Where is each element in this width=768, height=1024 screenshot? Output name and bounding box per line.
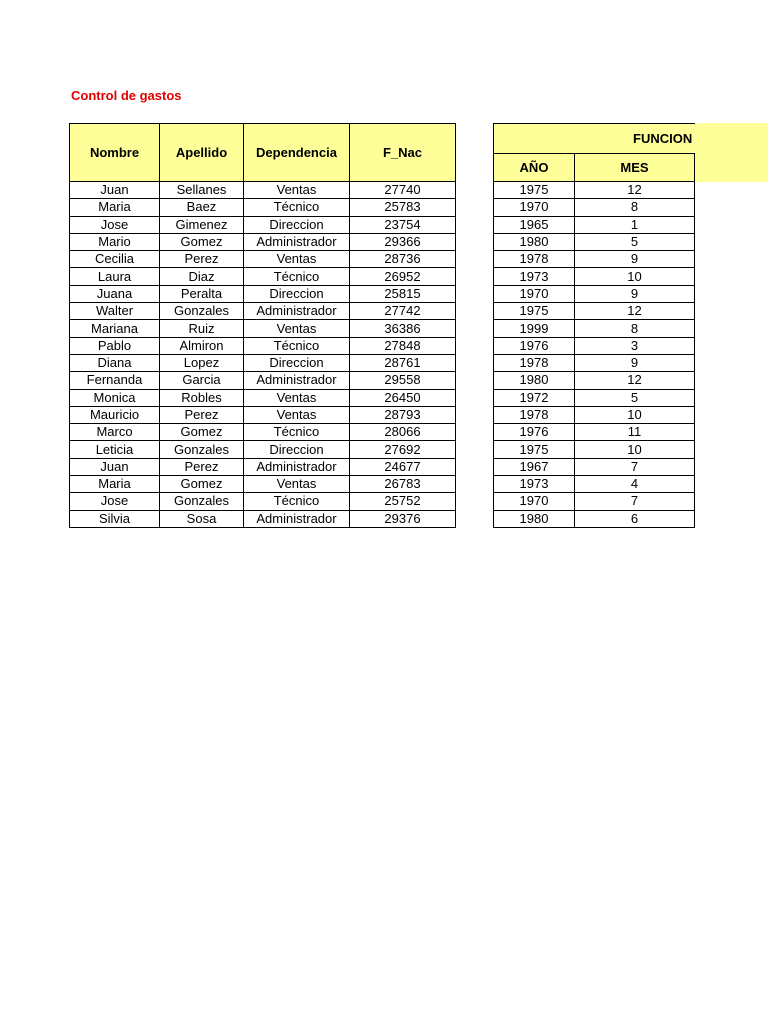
cell-nombre[interactable]: Walter xyxy=(70,303,160,320)
cell-f-nac[interactable]: 23754 xyxy=(350,216,456,233)
table-row xyxy=(494,216,695,233)
cell-dependencia[interactable]: Direccion xyxy=(244,441,350,458)
cell-dependencia[interactable]: Administrador xyxy=(244,233,350,250)
cell-f-nac[interactable]: 29376 xyxy=(350,510,456,527)
cell-nombre[interactable]: Mauricio xyxy=(70,406,160,423)
cell-mes[interactable]: 9 xyxy=(575,354,695,371)
table-row xyxy=(70,354,456,371)
cell-ano[interactable]: 1976 xyxy=(494,337,575,354)
funcion-header-overflow xyxy=(694,123,768,182)
cell-nombre[interactable]: Marco xyxy=(70,424,160,441)
cell-nombre[interactable]: Leticia xyxy=(70,441,160,458)
cell-ano[interactable]: 1970 xyxy=(494,199,575,216)
employee-table-body xyxy=(70,182,456,528)
cell-apellido[interactable]: Lopez xyxy=(160,354,244,371)
table-row xyxy=(70,251,456,268)
cell-mes[interactable]: 5 xyxy=(575,389,695,406)
cell-ano[interactable]: 1975 xyxy=(494,303,575,320)
cell-nombre[interactable]: Juan xyxy=(70,458,160,475)
cell-dependencia[interactable]: Ventas xyxy=(244,406,350,423)
cell-ano[interactable]: 1967 xyxy=(494,458,575,475)
header-nombre[interactable]: Nombre xyxy=(70,124,160,182)
table-row xyxy=(70,320,456,337)
table-row xyxy=(494,337,695,354)
cell-nombre[interactable]: Maria xyxy=(70,199,160,216)
table-row xyxy=(494,251,695,268)
cell-ano[interactable]: 1980 xyxy=(494,510,575,527)
funcion-table-body xyxy=(494,182,695,528)
table-row xyxy=(494,493,695,510)
employee-table xyxy=(69,123,456,528)
cell-nombre[interactable]: Juan xyxy=(70,182,160,199)
table-row xyxy=(494,354,695,371)
cell-nombre[interactable]: Pablo xyxy=(70,337,160,354)
table-row xyxy=(494,199,695,216)
table-row xyxy=(494,303,695,320)
cell-dependencia[interactable]: Administrador xyxy=(244,372,350,389)
cell-f-nac[interactable]: 26783 xyxy=(350,476,456,493)
cell-dependencia[interactable]: Ventas xyxy=(244,476,350,493)
table-row xyxy=(494,458,695,475)
cell-ano[interactable]: 1978 xyxy=(494,354,575,371)
cell-dependencia[interactable]: Ventas xyxy=(244,182,350,199)
cell-dependencia[interactable]: Técnico xyxy=(244,424,350,441)
cell-mes[interactable]: 12 xyxy=(575,372,695,389)
cell-f-nac[interactable]: 28736 xyxy=(350,251,456,268)
table-row xyxy=(70,285,456,302)
header-funcion[interactable]: FUNCION xyxy=(494,124,695,154)
table-row xyxy=(70,337,456,354)
cell-mes[interactable]: 1 xyxy=(575,216,695,233)
cell-apellido[interactable]: Baez xyxy=(160,199,244,216)
table-row xyxy=(494,285,695,302)
cell-mes[interactable]: 11 xyxy=(575,424,695,441)
header-apellido[interactable]: Apellido xyxy=(160,124,244,182)
employee-table-header-row xyxy=(70,124,456,182)
header-mes[interactable]: MES xyxy=(575,154,695,182)
funcion-table xyxy=(493,123,695,528)
cell-apellido[interactable]: Robles xyxy=(160,389,244,406)
page-title: Control de gastos xyxy=(71,88,182,103)
cell-mes[interactable]: 10 xyxy=(575,268,695,285)
cell-ano[interactable]: 1973 xyxy=(494,476,575,493)
cell-apellido[interactable]: Perez xyxy=(160,251,244,268)
cell-apellido[interactable]: Garcia xyxy=(160,372,244,389)
cell-f-nac[interactable]: 36386 xyxy=(350,320,456,337)
funcion-sub-header-row xyxy=(494,154,695,182)
cell-f-nac[interactable]: 28793 xyxy=(350,406,456,423)
cell-apellido[interactable]: Gonzales xyxy=(160,303,244,320)
cell-mes[interactable]: 8 xyxy=(575,320,695,337)
cell-apellido[interactable]: Perez xyxy=(160,458,244,475)
cell-ano[interactable]: 1980 xyxy=(494,372,575,389)
cell-apellido[interactable]: Gonzales xyxy=(160,493,244,510)
cell-f-nac[interactable]: 27848 xyxy=(350,337,456,354)
cell-mes[interactable]: 7 xyxy=(575,493,695,510)
funcion-group-header-row xyxy=(494,124,695,154)
table-row xyxy=(70,510,456,527)
cell-dependencia[interactable]: Direccion xyxy=(244,285,350,302)
cell-nombre[interactable]: Jose xyxy=(70,216,160,233)
cell-dependencia[interactable]: Técnico xyxy=(244,337,350,354)
table-row xyxy=(70,199,456,216)
table-row xyxy=(494,233,695,250)
cell-f-nac[interactable]: 27740 xyxy=(350,182,456,199)
cell-dependencia[interactable]: Técnico xyxy=(244,199,350,216)
header-ano[interactable]: AÑO xyxy=(494,154,575,182)
cell-nombre[interactable]: Juana xyxy=(70,285,160,302)
cell-dependencia[interactable]: Ventas xyxy=(244,389,350,406)
table-row xyxy=(494,406,695,423)
table-row xyxy=(70,216,456,233)
cell-ano[interactable]: 1980 xyxy=(494,233,575,250)
cell-dependencia[interactable]: Administrador xyxy=(244,458,350,475)
cell-f-nac[interactable]: 25752 xyxy=(350,493,456,510)
cell-mes[interactable]: 10 xyxy=(575,441,695,458)
cell-nombre[interactable]: Fernanda xyxy=(70,372,160,389)
cell-ano[interactable]: 1973 xyxy=(494,268,575,285)
cell-apellido[interactable]: Perez xyxy=(160,406,244,423)
cell-apellido[interactable]: Diaz xyxy=(160,268,244,285)
cell-mes[interactable]: 12 xyxy=(575,303,695,320)
table-row xyxy=(70,424,456,441)
table-row xyxy=(70,389,456,406)
cell-dependencia[interactable]: Direccion xyxy=(244,216,350,233)
cell-apellido[interactable]: Almiron xyxy=(160,337,244,354)
cell-ano[interactable]: 1978 xyxy=(494,406,575,423)
cell-mes[interactable]: 4 xyxy=(575,476,695,493)
cell-apellido[interactable]: Sellanes xyxy=(160,182,244,199)
cell-nombre[interactable]: Mario xyxy=(70,233,160,250)
table-row xyxy=(494,372,695,389)
table-row xyxy=(494,476,695,493)
cell-apellido[interactable]: Gomez xyxy=(160,233,244,250)
cell-f-nac[interactable]: 29558 xyxy=(350,372,456,389)
table-row xyxy=(70,493,456,510)
cell-mes[interactable]: 6 xyxy=(575,510,695,527)
cell-mes[interactable]: 7 xyxy=(575,458,695,475)
table-row xyxy=(70,268,456,285)
cell-f-nac[interactable]: 25783 xyxy=(350,199,456,216)
table-row xyxy=(494,441,695,458)
cell-dependencia[interactable]: Ventas xyxy=(244,251,350,268)
table-row xyxy=(70,406,456,423)
cell-ano[interactable]: 1975 xyxy=(494,182,575,199)
cell-nombre[interactable]: Mariana xyxy=(70,320,160,337)
cell-ano[interactable]: 1975 xyxy=(494,441,575,458)
cell-f-nac[interactable]: 24677 xyxy=(350,458,456,475)
cell-apellido[interactable]: Gimenez xyxy=(160,216,244,233)
cell-dependencia[interactable]: Técnico xyxy=(244,268,350,285)
cell-nombre[interactable]: Silvia xyxy=(70,510,160,527)
table-row xyxy=(70,303,456,320)
table-row xyxy=(70,233,456,250)
cell-ano[interactable]: 1970 xyxy=(494,493,575,510)
cell-f-nac[interactable]: 28761 xyxy=(350,354,456,371)
cell-nombre[interactable]: Maria xyxy=(70,476,160,493)
cell-apellido[interactable]: Gomez xyxy=(160,476,244,493)
cell-apellido[interactable]: Peralta xyxy=(160,285,244,302)
table-row xyxy=(70,458,456,475)
table-row xyxy=(494,424,695,441)
table-row xyxy=(70,182,456,199)
cell-dependencia[interactable]: Ventas xyxy=(244,320,350,337)
cell-f-nac[interactable]: 25815 xyxy=(350,285,456,302)
cell-f-nac[interactable]: 29366 xyxy=(350,233,456,250)
cell-ano[interactable]: 1970 xyxy=(494,285,575,302)
cell-nombre[interactable]: Cecilia xyxy=(70,251,160,268)
table-row xyxy=(494,182,695,199)
cell-apellido[interactable]: Gonzales xyxy=(160,441,244,458)
table-row xyxy=(70,372,456,389)
cell-nombre[interactable]: Diana xyxy=(70,354,160,371)
cell-ano[interactable]: 1972 xyxy=(494,389,575,406)
cell-apellido[interactable]: Sosa xyxy=(160,510,244,527)
cell-mes[interactable]: 10 xyxy=(575,406,695,423)
cell-dependencia[interactable]: Administrador xyxy=(244,510,350,527)
cell-ano[interactable]: 1999 xyxy=(494,320,575,337)
cell-mes[interactable]: 12 xyxy=(575,182,695,199)
cell-mes[interactable]: 5 xyxy=(575,233,695,250)
table-row xyxy=(70,441,456,458)
table-row xyxy=(494,389,695,406)
cell-dependencia[interactable]: Administrador xyxy=(244,303,350,320)
cell-f-nac[interactable]: 27692 xyxy=(350,441,456,458)
cell-ano[interactable]: 1976 xyxy=(494,424,575,441)
cell-f-nac[interactable]: 26952 xyxy=(350,268,456,285)
cell-mes[interactable]: 9 xyxy=(575,251,695,268)
cell-f-nac[interactable]: 27742 xyxy=(350,303,456,320)
cell-apellido[interactable]: Gomez xyxy=(160,424,244,441)
cell-f-nac[interactable]: 28066 xyxy=(350,424,456,441)
cell-apellido[interactable]: Ruiz xyxy=(160,320,244,337)
cell-nombre[interactable]: Jose xyxy=(70,493,160,510)
table-row xyxy=(70,476,456,493)
cell-dependencia[interactable]: Técnico xyxy=(244,493,350,510)
header-dependencia[interactable]: Dependencia xyxy=(244,124,350,182)
cell-dependencia[interactable]: Direccion xyxy=(244,354,350,371)
table-row xyxy=(494,268,695,285)
cell-mes[interactable]: 8 xyxy=(575,199,695,216)
cell-f-nac[interactable]: 26450 xyxy=(350,389,456,406)
header-f-nac[interactable]: F_Nac xyxy=(350,124,456,182)
cell-mes[interactable]: 3 xyxy=(575,337,695,354)
cell-ano[interactable]: 1978 xyxy=(494,251,575,268)
cell-nombre[interactable]: Laura xyxy=(70,268,160,285)
cell-ano[interactable]: 1965 xyxy=(494,216,575,233)
table-row xyxy=(494,320,695,337)
table-row xyxy=(494,510,695,527)
cell-nombre[interactable]: Monica xyxy=(70,389,160,406)
cell-mes[interactable]: 9 xyxy=(575,285,695,302)
